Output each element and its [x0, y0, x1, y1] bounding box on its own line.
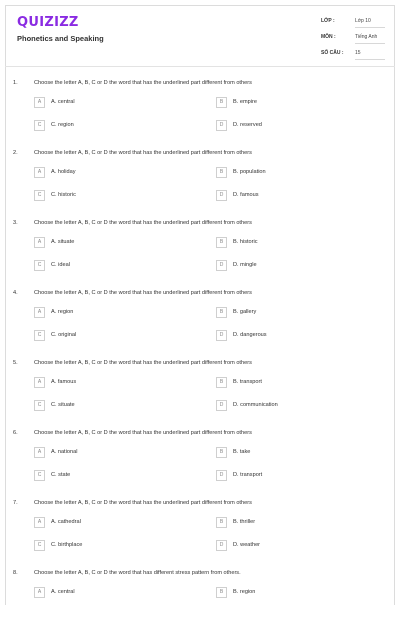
meta-row-subject — [321, 31, 391, 47]
option-text: C. ideal — [51, 262, 70, 268]
question-item — [5, 425, 395, 495]
option-letter-box: D — [216, 470, 227, 481]
option-text: C. situate — [51, 402, 75, 408]
option-letter-box: A — [34, 517, 45, 528]
question-text: Choose the letter A, B, C or D the word that has different stress pattern from others. — [34, 570, 241, 576]
option-text: D. dangerous — [233, 332, 267, 338]
option-text: A. famous — [51, 379, 77, 385]
option-text: A. region — [51, 309, 74, 315]
question-number: 5. — [13, 360, 18, 366]
meta-label: SỐ CÂU : — [321, 50, 344, 56]
option-text: D. famous — [233, 192, 259, 198]
quizizz-logo: QUIZIZZ — [17, 15, 79, 30]
question-item — [5, 495, 395, 565]
question-number: 4. — [13, 290, 18, 296]
meta-row-class — [321, 15, 391, 31]
question-number: 3. — [13, 220, 18, 226]
option-text: B. take — [233, 449, 251, 455]
option-text: A. national — [51, 449, 78, 455]
option-text: C. birthplace — [51, 542, 83, 548]
option-text: C. state — [51, 472, 71, 478]
option-text: A. holiday — [51, 169, 76, 175]
option-letter-box: B — [216, 307, 227, 318]
question-text: Choose the letter A, B, C or D the word that has the underlined part different from others — [34, 80, 252, 86]
option-text: A. central — [51, 99, 75, 105]
meta-label: MÔN : — [321, 34, 336, 40]
option-letter-box: D — [216, 120, 227, 131]
option-text: B. region — [233, 589, 256, 595]
option-text: B. gallery — [233, 309, 257, 315]
option-text: B. thriller — [233, 519, 256, 525]
option-letter-box: B — [216, 97, 227, 108]
question-number: 1. — [13, 80, 18, 86]
meta-row-count — [321, 47, 391, 63]
meta-value: 15 — [355, 47, 385, 60]
option-letter-box: C — [34, 330, 45, 341]
option-letter-box: A — [34, 97, 45, 108]
question-text: Choose the letter A, B, C or D the word that has the underlined part different from others — [34, 150, 252, 156]
question-number: 2. — [13, 150, 18, 156]
worksheet-header — [5, 5, 395, 67]
option-text: D. mingle — [233, 262, 257, 268]
option-text: D. transport — [233, 472, 263, 478]
question-item — [5, 285, 395, 355]
option-letter-box: B — [216, 167, 227, 178]
option-letter-box: B — [216, 587, 227, 598]
option-letter-box: B — [216, 377, 227, 388]
option-letter-box: C — [34, 540, 45, 551]
option-letter-box: C — [34, 400, 45, 411]
question-text: Choose the letter A, B, C or D the word that has the underlined part different from others — [34, 500, 252, 506]
question-number: 6. — [13, 430, 18, 436]
option-letter-box: D — [216, 540, 227, 551]
option-letter-box: C — [34, 470, 45, 481]
option-letter-box: A — [34, 447, 45, 458]
option-letter-box: A — [34, 307, 45, 318]
option-text: D. communication — [233, 402, 278, 408]
option-text: B. empire — [233, 99, 257, 105]
option-letter-box: A — [34, 237, 45, 248]
question-text: Choose the letter A, B, C or D the word that has the underlined part different from others — [34, 220, 252, 226]
option-letter-box: B — [216, 517, 227, 528]
option-letter-box: A — [34, 167, 45, 178]
question-list — [5, 75, 395, 635]
option-letter-box: D — [216, 330, 227, 341]
option-text: B. population — [233, 169, 266, 175]
page-title: Phonetics and Speaking — [17, 34, 104, 43]
worksheet-meta — [321, 15, 391, 63]
option-letter-box: B — [216, 447, 227, 458]
meta-label: LỚP : — [321, 18, 335, 24]
question-item — [5, 355, 395, 425]
question-item — [5, 215, 395, 285]
meta-value: Lớp 10 — [355, 15, 385, 28]
option-letter-box: B — [216, 237, 227, 248]
question-text: Choose the letter A, B, C or D the word that has the underlined part different from others — [34, 360, 252, 366]
option-text: A. cathedral — [51, 519, 81, 525]
question-item — [5, 145, 395, 215]
option-letter-box: A — [34, 377, 45, 388]
option-text: B. historic — [233, 239, 258, 245]
option-letter-box: A — [34, 587, 45, 598]
option-letter-box: D — [216, 400, 227, 411]
option-text: A. central — [51, 589, 75, 595]
question-text: Choose the letter A, B, C or D the word that has the underlined part different from others — [34, 430, 252, 436]
option-letter-box: C — [34, 190, 45, 201]
question-item — [5, 565, 395, 635]
option-letter-box: C — [34, 260, 45, 271]
option-text: D. reserved — [233, 122, 262, 128]
option-letter-box: D — [216, 190, 227, 201]
question-text: Choose the letter A, B, C or D the word that has the underlined part different from others — [34, 290, 252, 296]
option-text: C. region — [51, 122, 74, 128]
question-number: 8. — [13, 570, 18, 576]
meta-value: Tiếng Anh — [355, 31, 385, 44]
header-divider — [5, 66, 395, 67]
option-text: C. historic — [51, 192, 76, 198]
option-letter-box: D — [216, 260, 227, 271]
option-text: B. transport — [233, 379, 262, 385]
option-letter-box: C — [34, 120, 45, 131]
question-number: 7. — [13, 500, 18, 506]
question-item — [5, 75, 395, 145]
option-text: D. weather — [233, 542, 261, 548]
option-text: A. situate — [51, 239, 75, 245]
option-text: C. original — [51, 332, 77, 338]
